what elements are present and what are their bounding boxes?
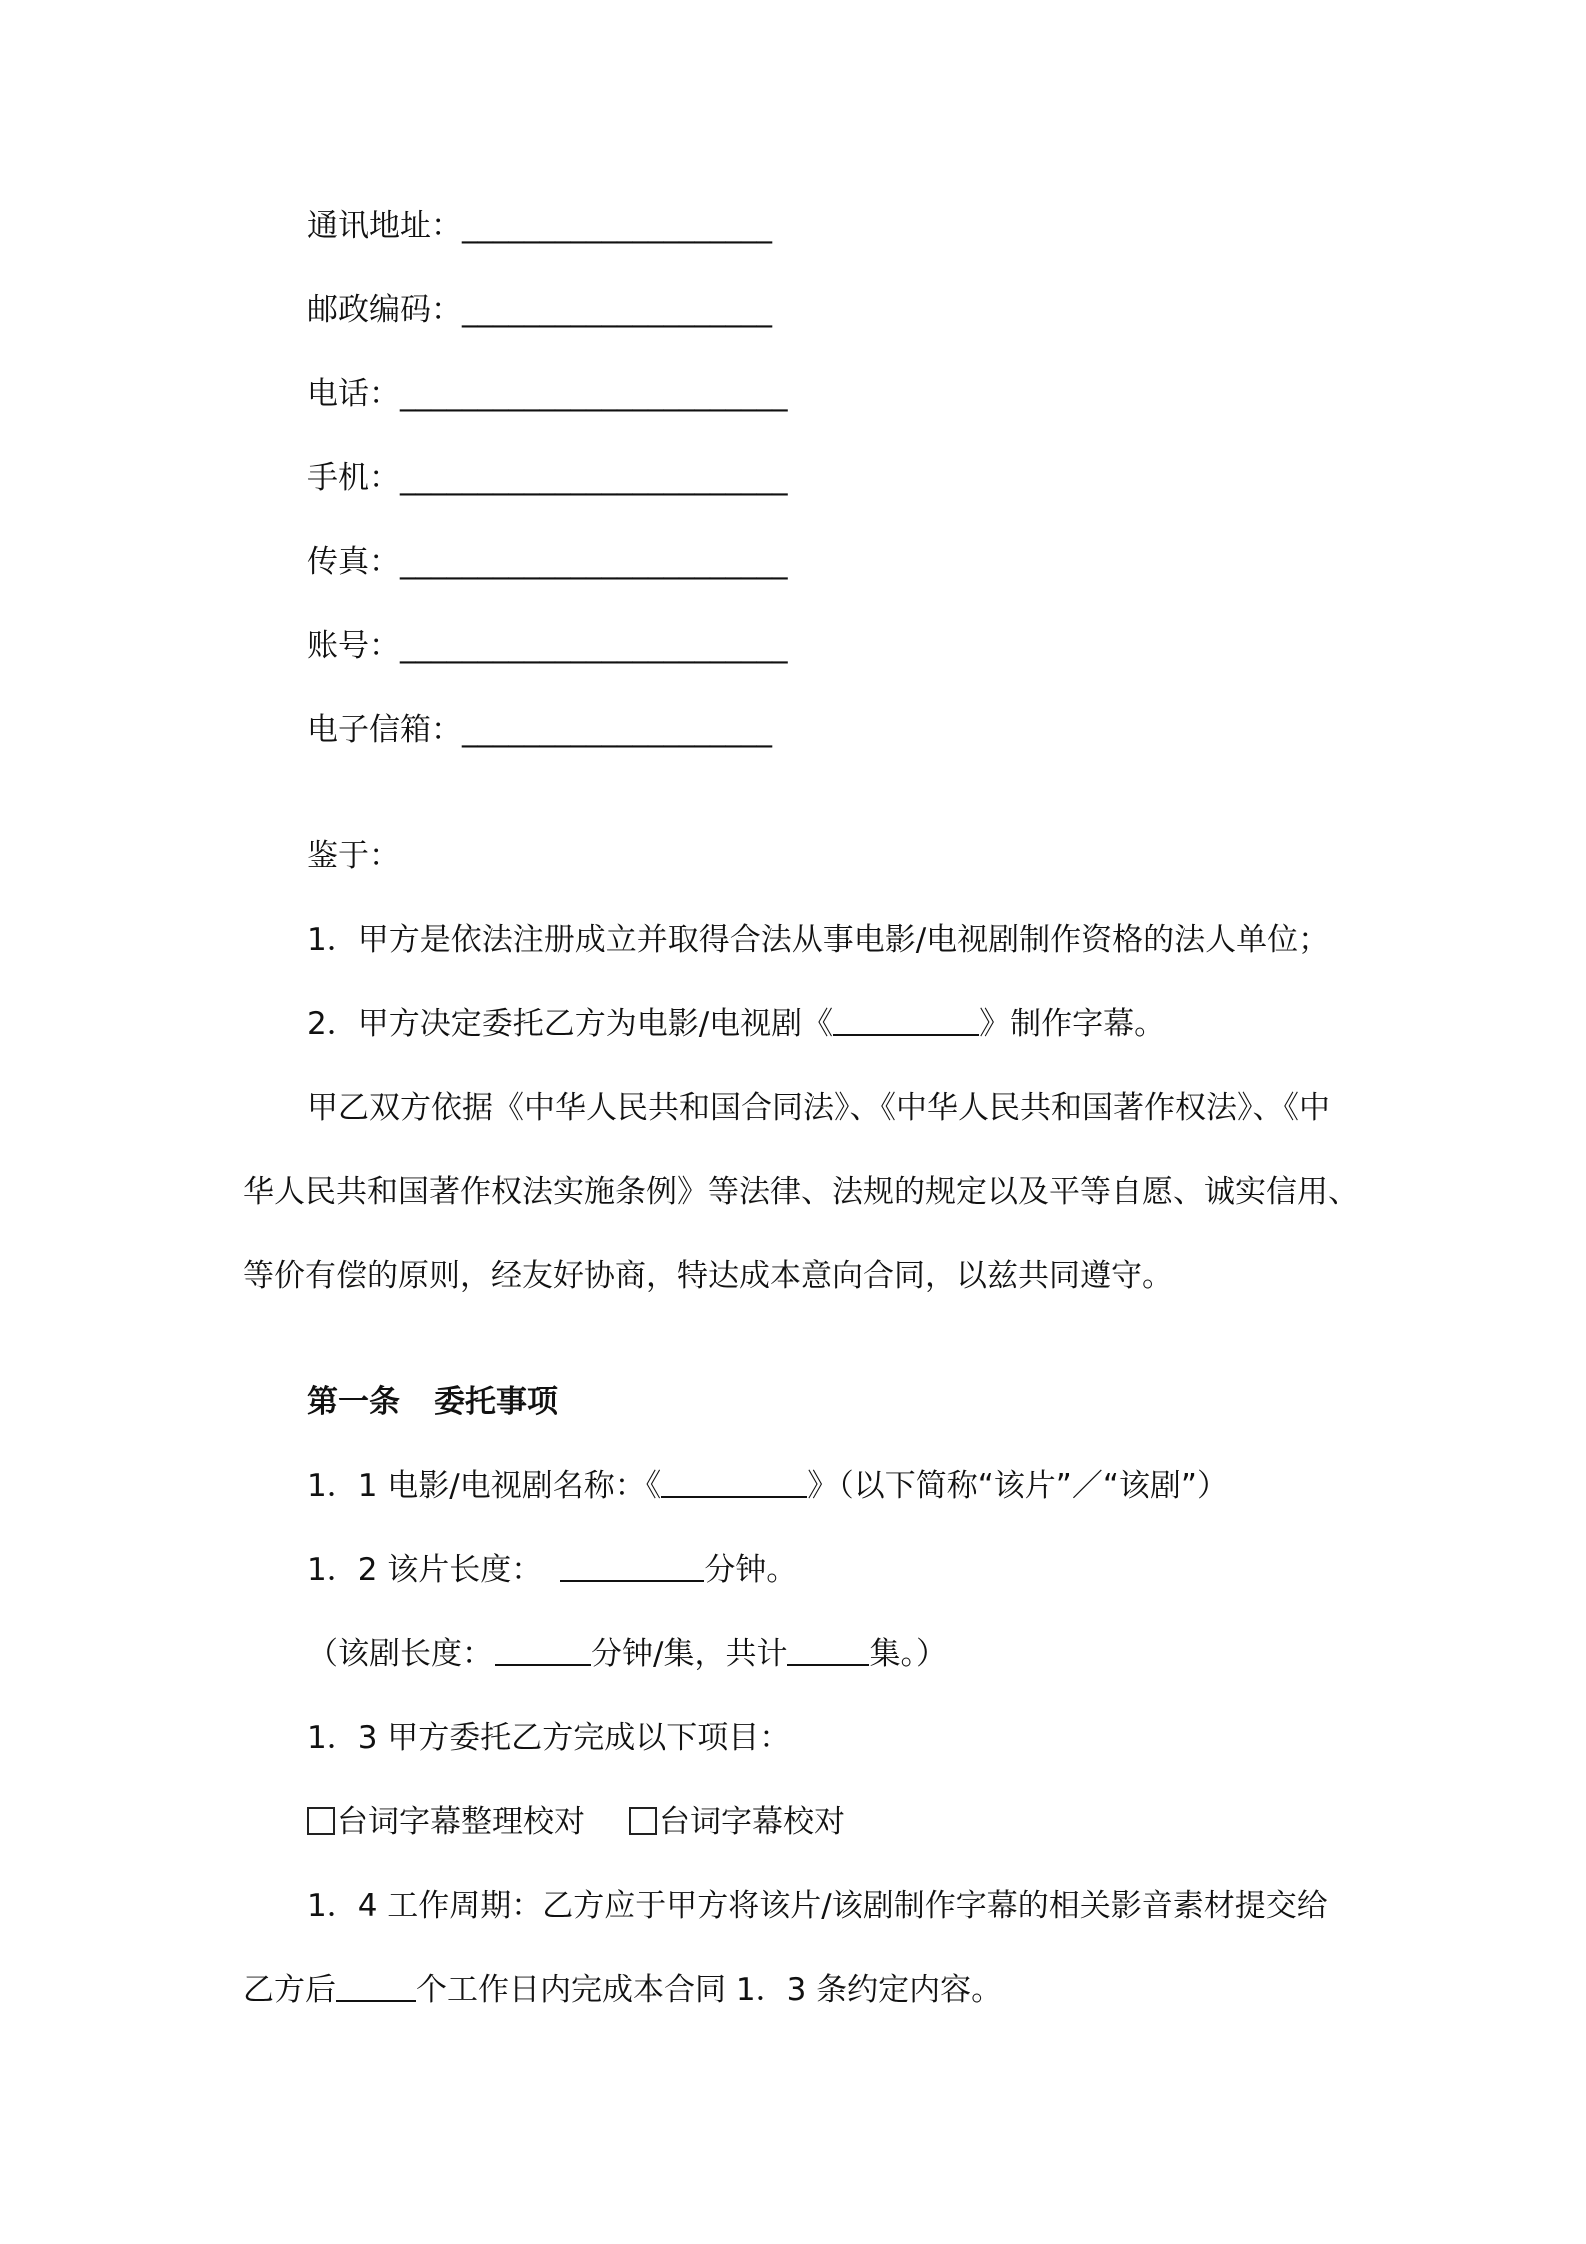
clause-1-3-options xyxy=(307,1802,845,1842)
clause-1-3: 1．3 甲方委托乙方完成以下项目： xyxy=(307,1720,791,1756)
clause-1-4-line-2-prefix: 乙方后 xyxy=(243,1972,336,2008)
whereas-para-line-1: 甲乙双方依据《中华人民共和国合同法》、《中华人民共和国著作权法》、《中 xyxy=(307,1090,1330,1126)
whereas-item-2 xyxy=(307,1004,1165,1044)
address-label: 通讯地址： xyxy=(307,208,462,244)
article-1-heading xyxy=(307,1382,558,1422)
mobile-row xyxy=(307,458,788,498)
clause-1-4-line-2 xyxy=(243,1970,1002,2010)
clause-1-4-line-1: 1．4 工作周期：乙方应于甲方将该片/该剧制作字幕的相关影音素材提交给 xyxy=(307,1888,1328,1924)
option-2-label: 台词字幕校对 xyxy=(659,1804,845,1840)
clause-1-2-series xyxy=(307,1634,947,1674)
email-label: 电子信箱： xyxy=(307,712,462,748)
film-title-blank xyxy=(833,1004,979,1036)
option-2-checkbox[interactable] xyxy=(629,1807,657,1835)
phone-blank: _________________________ xyxy=(400,376,788,412)
whereas-item-2-suffix: 》制作字幕。 xyxy=(979,1006,1166,1042)
whereas-para-line-3: 等价有偿的原则，经友好协商，特达成本意向合同，以兹共同遵守。 xyxy=(243,1258,1173,1294)
mobile-label: 手机： xyxy=(307,460,400,496)
whereas-title: 鉴于： xyxy=(307,838,400,874)
option-1-checkbox[interactable] xyxy=(307,1807,335,1835)
account-row xyxy=(307,626,788,666)
clause-1-4-line-2-suffix: 个工作日内完成本合同 1．3 条约定内容。 xyxy=(416,1972,1003,2008)
option-1-label: 台词字幕整理校对 xyxy=(337,1804,585,1840)
fax-label: 传真： xyxy=(307,544,400,580)
clause-1-2-prefix: 1．2 该片长度： xyxy=(307,1552,543,1588)
episode-count-blank xyxy=(787,1634,869,1666)
postcode-label: 邮政编码： xyxy=(307,292,462,328)
postcode-blank: ____________________ xyxy=(462,292,772,328)
phone-row xyxy=(307,374,788,414)
fax-row xyxy=(307,542,788,582)
clause-1-1-prefix: 1．1 电影/电视剧名称：《 xyxy=(307,1468,662,1504)
email-blank: ____________________ xyxy=(462,712,772,748)
clause-1-2-series-prefix: （该剧长度： xyxy=(307,1636,493,1672)
whereas-item-1: 1．甲方是依法注册成立并取得合法从事电影/电视剧制作资格的法人单位； xyxy=(307,922,1330,958)
mobile-blank: _________________________ xyxy=(400,460,788,496)
whereas-item-2-prefix: 2．甲方决定委托乙方为电影/电视剧《 xyxy=(307,1006,834,1042)
film-length-blank xyxy=(560,1550,704,1582)
article-1-number: 第一条 xyxy=(307,1384,400,1420)
clause-1-2-series-suffix: 集。） xyxy=(869,1636,947,1672)
fax-blank: _________________________ xyxy=(400,544,788,580)
account-label: 账号： xyxy=(307,628,400,664)
article-1-title: 委托事项 xyxy=(434,1384,558,1420)
work-days-blank xyxy=(336,1970,416,2002)
episode-length-blank xyxy=(495,1634,591,1666)
account-blank: _________________________ xyxy=(400,628,788,664)
address-row xyxy=(307,206,772,246)
clause-1-2-series-mid: 分钟/集，共计 xyxy=(591,1636,788,1672)
film-name-blank xyxy=(661,1466,807,1498)
phone-label: 电话： xyxy=(307,376,400,412)
email-row xyxy=(307,710,772,750)
clause-1-2 xyxy=(307,1550,797,1590)
address-blank: ____________________ xyxy=(462,208,772,244)
postcode-row xyxy=(307,290,772,330)
clause-1-2-suffix: 分钟。 xyxy=(704,1552,798,1588)
clause-1-1-suffix: 》（以下简称“该片”／“该剧”） xyxy=(807,1468,1228,1504)
whereas-para-line-2: 华人民共和国著作权法实施条例》等法律、法规的规定以及平等自愿、诚实信用、 xyxy=(243,1174,1359,1210)
clause-1-1 xyxy=(307,1466,1228,1506)
